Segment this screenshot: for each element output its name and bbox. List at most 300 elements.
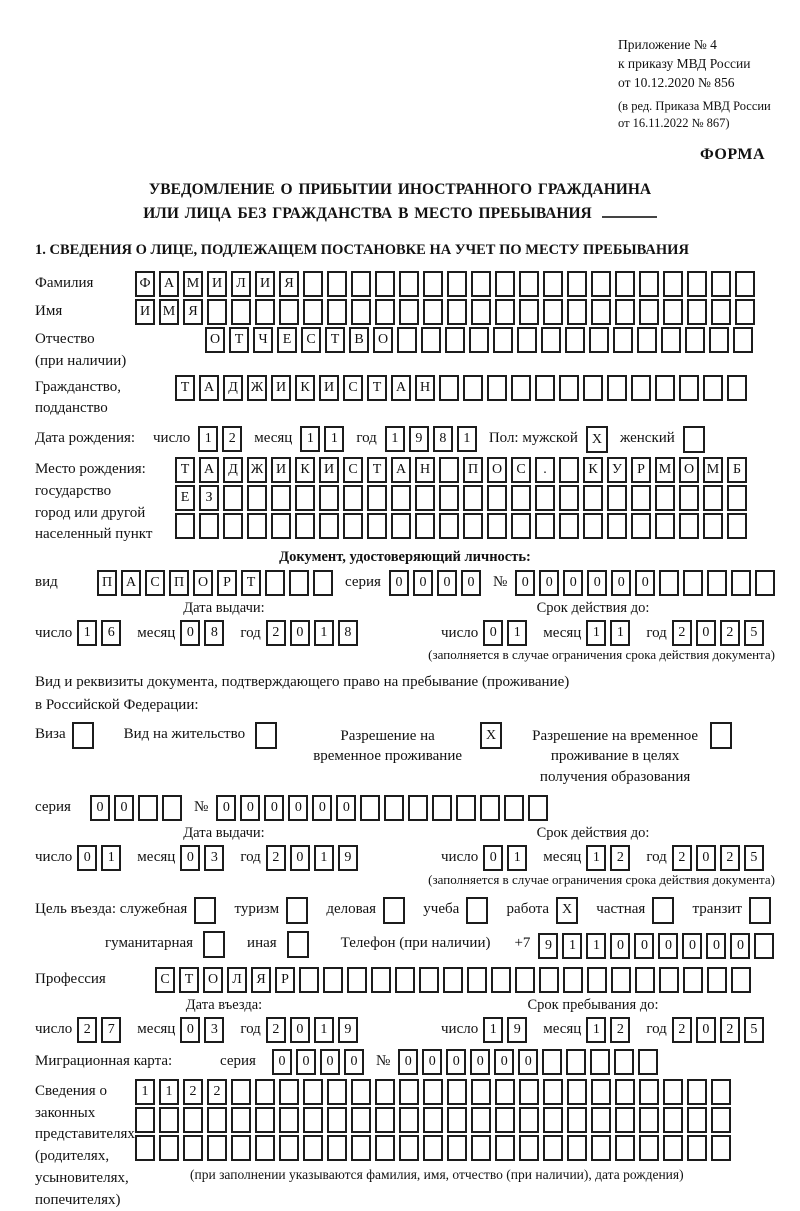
- birth-place-cell[interactable]: [343, 513, 363, 539]
- birth-year-cell[interactable]: 1: [457, 426, 477, 452]
- date-cell[interactable]: 1: [586, 1017, 606, 1043]
- representative-cell[interactable]: [591, 1107, 611, 1133]
- representative-cell[interactable]: [327, 1079, 347, 1105]
- checkbox-cell[interactable]: [72, 722, 94, 749]
- representative-cell[interactable]: [375, 1079, 395, 1105]
- representative-cell[interactable]: [327, 1135, 347, 1161]
- given-name-cell[interactable]: [255, 299, 275, 325]
- migration-number-cell[interactable]: 0: [470, 1049, 490, 1075]
- phone-cell[interactable]: 9: [538, 933, 558, 959]
- migration-series-cell[interactable]: 0: [296, 1049, 316, 1075]
- patronymic-cell[interactable]: [397, 327, 417, 353]
- representative-cell[interactable]: [591, 1135, 611, 1161]
- date-cell[interactable]: 0: [180, 1017, 200, 1043]
- representative-cell[interactable]: [471, 1107, 491, 1133]
- representative-cell[interactable]: [279, 1107, 299, 1133]
- surname-cell[interactable]: Я: [279, 271, 299, 297]
- representative-cell[interactable]: [687, 1107, 707, 1133]
- representative-cell[interactable]: [519, 1135, 539, 1161]
- patronymic-cell[interactable]: О: [205, 327, 225, 353]
- date-cell[interactable]: 1: [314, 620, 334, 646]
- birth-year-cell[interactable]: 1: [385, 426, 405, 452]
- birth-place-cell[interactable]: К: [583, 457, 603, 483]
- given-name-cell[interactable]: [495, 299, 515, 325]
- residence-number-cell[interactable]: 0: [312, 795, 332, 821]
- birth-place-cell[interactable]: [247, 485, 267, 511]
- doc-type-cell[interactable]: Р: [217, 570, 237, 596]
- date-cell[interactable]: 1: [586, 845, 606, 871]
- doc-type-cell[interactable]: [289, 570, 309, 596]
- residence-number-cell[interactable]: 0: [240, 795, 260, 821]
- migration-number-cell[interactable]: 0: [422, 1049, 442, 1075]
- representative-cell[interactable]: [207, 1135, 227, 1161]
- doc-type-cell[interactable]: А: [121, 570, 141, 596]
- representative-cell[interactable]: [519, 1107, 539, 1133]
- birth-place-cell[interactable]: [319, 485, 339, 511]
- checkbox-cell[interactable]: [466, 897, 488, 924]
- birth-place-cell[interactable]: [535, 513, 555, 539]
- date-cell[interactable]: 2: [266, 620, 286, 646]
- checkbox-cell[interactable]: [749, 897, 771, 924]
- date-cell[interactable]: 5: [744, 620, 764, 646]
- birth-place-cell[interactable]: [223, 513, 243, 539]
- profession-cell[interactable]: [683, 967, 703, 993]
- birth-place-cell[interactable]: [343, 485, 363, 511]
- residence-series-cell[interactable]: [162, 795, 182, 821]
- birth-month-cell[interactable]: 1: [300, 426, 320, 452]
- date-cell[interactable]: 0: [290, 620, 310, 646]
- patronymic-cell[interactable]: [589, 327, 609, 353]
- surname-cell[interactable]: М: [183, 271, 203, 297]
- birth-place-cell[interactable]: [607, 513, 627, 539]
- representative-cell[interactable]: [711, 1135, 731, 1161]
- birth-place-cell[interactable]: [367, 513, 387, 539]
- doc-number-cell[interactable]: [683, 570, 703, 596]
- birth-place-cell[interactable]: [679, 485, 699, 511]
- birth-place-cell[interactable]: [295, 485, 315, 511]
- patronymic-cell[interactable]: [541, 327, 561, 353]
- representative-cell[interactable]: 1: [135, 1079, 155, 1105]
- profession-cell[interactable]: [419, 967, 439, 993]
- representative-cell[interactable]: [399, 1107, 419, 1133]
- doc-type-cell[interactable]: С: [145, 570, 165, 596]
- date-cell[interactable]: 1: [610, 620, 630, 646]
- date-cell[interactable]: 0: [696, 1017, 716, 1043]
- given-name-cell[interactable]: [327, 299, 347, 325]
- birth-place-cell[interactable]: [295, 513, 315, 539]
- residence-number-cell[interactable]: [432, 795, 452, 821]
- patronymic-cell[interactable]: С: [301, 327, 321, 353]
- date-cell[interactable]: 1: [507, 845, 527, 871]
- citizenship-cell[interactable]: [655, 375, 675, 401]
- given-name-cell[interactable]: [567, 299, 587, 325]
- checkbox-cell[interactable]: [383, 897, 405, 924]
- representative-cell[interactable]: [495, 1135, 515, 1161]
- surname-cell[interactable]: И: [255, 271, 275, 297]
- given-name-cell[interactable]: [735, 299, 755, 325]
- birth-place-cell[interactable]: [487, 485, 507, 511]
- phone-cell[interactable]: 0: [634, 933, 654, 959]
- birth-place-cell[interactable]: .: [535, 457, 555, 483]
- given-name-cell[interactable]: М: [159, 299, 179, 325]
- phone-cell[interactable]: 0: [658, 933, 678, 959]
- representative-cell[interactable]: [375, 1107, 395, 1133]
- migration-number-cell[interactable]: 0: [518, 1049, 538, 1075]
- surname-cell[interactable]: [735, 271, 755, 297]
- birth-place-cell[interactable]: [535, 485, 555, 511]
- migration-series-cell[interactable]: 0: [272, 1049, 292, 1075]
- birth-place-cell[interactable]: К: [295, 457, 315, 483]
- citizenship-cell[interactable]: [679, 375, 699, 401]
- migration-number-cell[interactable]: 0: [398, 1049, 418, 1075]
- residence-number-cell[interactable]: [360, 795, 380, 821]
- date-cell[interactable]: 0: [290, 845, 310, 871]
- surname-cell[interactable]: [543, 271, 563, 297]
- phone-cell[interactable]: 0: [610, 933, 630, 959]
- doc-series-cell[interactable]: 0: [389, 570, 409, 596]
- representative-cell[interactable]: [543, 1107, 563, 1133]
- patronymic-cell[interactable]: Ч: [253, 327, 273, 353]
- surname-cell[interactable]: [711, 271, 731, 297]
- date-cell[interactable]: 0: [483, 845, 503, 871]
- representative-cell[interactable]: [639, 1135, 659, 1161]
- representative-cell[interactable]: [399, 1079, 419, 1105]
- checkbox-cell[interactable]: [683, 426, 705, 453]
- profession-cell[interactable]: [731, 967, 751, 993]
- citizenship-cell[interactable]: И: [271, 375, 291, 401]
- representative-cell[interactable]: [519, 1079, 539, 1105]
- patronymic-cell[interactable]: В: [349, 327, 369, 353]
- birth-place-cell[interactable]: Т: [367, 457, 387, 483]
- date-cell[interactable]: 3: [204, 845, 224, 871]
- date-cell[interactable]: 5: [744, 1017, 764, 1043]
- representative-cell[interactable]: [351, 1079, 371, 1105]
- given-name-cell[interactable]: [231, 299, 251, 325]
- birth-place-cell[interactable]: Д: [223, 457, 243, 483]
- given-name-cell[interactable]: [399, 299, 419, 325]
- checkbox-cell[interactable]: [652, 897, 674, 924]
- representative-cell[interactable]: [567, 1135, 587, 1161]
- profession-cell[interactable]: [395, 967, 415, 993]
- doc-number-cell[interactable]: [755, 570, 775, 596]
- representative-cell[interactable]: [303, 1079, 323, 1105]
- surname-cell[interactable]: И: [207, 271, 227, 297]
- surname-cell[interactable]: [567, 271, 587, 297]
- representative-cell[interactable]: [639, 1079, 659, 1105]
- phone-cell[interactable]: 1: [562, 933, 582, 959]
- representative-cell[interactable]: [231, 1079, 251, 1105]
- surname-cell[interactable]: [303, 271, 323, 297]
- given-name-cell[interactable]: [687, 299, 707, 325]
- birth-place-cell[interactable]: [271, 513, 291, 539]
- representative-cell[interactable]: [447, 1107, 467, 1133]
- representative-cell[interactable]: [279, 1135, 299, 1161]
- migration-number-cell[interactable]: [638, 1049, 658, 1075]
- representative-cell[interactable]: 1: [159, 1079, 179, 1105]
- birth-place-cell[interactable]: [559, 513, 579, 539]
- representative-cell[interactable]: [303, 1107, 323, 1133]
- representative-cell[interactable]: [567, 1079, 587, 1105]
- surname-cell[interactable]: [663, 271, 683, 297]
- profession-cell[interactable]: [515, 967, 535, 993]
- birth-place-cell[interactable]: [727, 485, 747, 511]
- birth-place-cell[interactable]: [631, 513, 651, 539]
- representative-cell[interactable]: [231, 1107, 251, 1133]
- birth-month-cell[interactable]: 1: [324, 426, 344, 452]
- citizenship-cell[interactable]: Ж: [247, 375, 267, 401]
- patronymic-cell[interactable]: Т: [325, 327, 345, 353]
- date-cell[interactable]: 2: [720, 1017, 740, 1043]
- representative-cell[interactable]: [447, 1079, 467, 1105]
- representative-cell[interactable]: [615, 1107, 635, 1133]
- birth-day-cell[interactable]: 2: [222, 426, 242, 452]
- citizenship-cell[interactable]: И: [319, 375, 339, 401]
- phone-cell[interactable]: 1: [586, 933, 606, 959]
- representative-cell[interactable]: [615, 1079, 635, 1105]
- patronymic-cell[interactable]: [637, 327, 657, 353]
- representative-cell[interactable]: [279, 1079, 299, 1105]
- birth-place-cell[interactable]: Р: [631, 457, 651, 483]
- birth-place-cell[interactable]: [367, 485, 387, 511]
- residence-number-cell[interactable]: 0: [216, 795, 236, 821]
- profession-cell[interactable]: [467, 967, 487, 993]
- representative-cell[interactable]: [231, 1135, 251, 1161]
- birth-place-cell[interactable]: [511, 513, 531, 539]
- doc-type-cell[interactable]: П: [97, 570, 117, 596]
- profession-cell[interactable]: [659, 967, 679, 993]
- profession-cell[interactable]: [611, 967, 631, 993]
- representative-cell[interactable]: [399, 1135, 419, 1161]
- given-name-cell[interactable]: [423, 299, 443, 325]
- date-cell[interactable]: 6: [101, 620, 121, 646]
- birth-place-cell[interactable]: [199, 513, 219, 539]
- residence-number-cell[interactable]: 0: [336, 795, 356, 821]
- doc-number-cell[interactable]: [707, 570, 727, 596]
- date-cell[interactable]: 8: [204, 620, 224, 646]
- birth-place-cell[interactable]: [223, 485, 243, 511]
- doc-type-cell[interactable]: О: [193, 570, 213, 596]
- birth-place-cell[interactable]: [319, 513, 339, 539]
- representative-cell[interactable]: [303, 1135, 323, 1161]
- profession-cell[interactable]: [347, 967, 367, 993]
- citizenship-cell[interactable]: [727, 375, 747, 401]
- citizenship-cell[interactable]: А: [199, 375, 219, 401]
- checkbox-cell[interactable]: [255, 722, 277, 749]
- date-cell[interactable]: 0: [696, 620, 716, 646]
- given-name-cell[interactable]: [207, 299, 227, 325]
- surname-cell[interactable]: [327, 271, 347, 297]
- given-name-cell[interactable]: [447, 299, 467, 325]
- surname-cell[interactable]: [423, 271, 443, 297]
- birth-place-cell[interactable]: М: [703, 457, 723, 483]
- given-name-cell[interactable]: [303, 299, 323, 325]
- birth-place-cell[interactable]: И: [319, 457, 339, 483]
- doc-number-cell[interactable]: 0: [611, 570, 631, 596]
- citizenship-cell[interactable]: [511, 375, 531, 401]
- birth-place-cell[interactable]: [175, 513, 195, 539]
- date-cell[interactable]: 2: [610, 845, 630, 871]
- date-cell[interactable]: 0: [483, 620, 503, 646]
- migration-number-cell[interactable]: [566, 1049, 586, 1075]
- birth-place-cell[interactable]: [391, 513, 411, 539]
- patronymic-cell[interactable]: [445, 327, 465, 353]
- citizenship-cell[interactable]: [535, 375, 555, 401]
- profession-cell[interactable]: [707, 967, 727, 993]
- birth-place-cell[interactable]: Н: [415, 457, 435, 483]
- representative-cell[interactable]: [639, 1107, 659, 1133]
- representative-cell[interactable]: [255, 1107, 275, 1133]
- checkbox-cell[interactable]: [287, 931, 309, 958]
- birth-place-cell[interactable]: Ж: [247, 457, 267, 483]
- representative-cell[interactable]: [135, 1107, 155, 1133]
- birth-place-cell[interactable]: [583, 485, 603, 511]
- date-cell[interactable]: 1: [507, 620, 527, 646]
- birth-place-cell[interactable]: [727, 513, 747, 539]
- date-cell[interactable]: 1: [77, 620, 97, 646]
- doc-type-cell[interactable]: П: [169, 570, 189, 596]
- representative-cell[interactable]: [471, 1079, 491, 1105]
- birth-place-cell[interactable]: [439, 513, 459, 539]
- residence-series-cell[interactable]: [138, 795, 158, 821]
- residence-series-cell[interactable]: 0: [114, 795, 134, 821]
- date-cell[interactable]: 1: [314, 1017, 334, 1043]
- phone-cell[interactable]: 0: [706, 933, 726, 959]
- date-cell[interactable]: 2: [672, 1017, 692, 1043]
- given-name-cell[interactable]: [471, 299, 491, 325]
- doc-type-cell[interactable]: [313, 570, 333, 596]
- surname-cell[interactable]: [399, 271, 419, 297]
- citizenship-cell[interactable]: [607, 375, 627, 401]
- representative-cell[interactable]: [375, 1135, 395, 1161]
- given-name-cell[interactable]: Я: [183, 299, 203, 325]
- migration-series-cell[interactable]: 0: [344, 1049, 364, 1075]
- citizenship-cell[interactable]: [583, 375, 603, 401]
- profession-cell[interactable]: Л: [227, 967, 247, 993]
- birth-place-cell[interactable]: А: [391, 457, 411, 483]
- date-cell[interactable]: 9: [507, 1017, 527, 1043]
- surname-cell[interactable]: [615, 271, 635, 297]
- citizenship-cell[interactable]: Д: [223, 375, 243, 401]
- birth-place-cell[interactable]: [631, 485, 651, 511]
- representative-cell[interactable]: [663, 1107, 683, 1133]
- birth-place-cell[interactable]: [415, 485, 435, 511]
- birth-place-cell[interactable]: [247, 513, 267, 539]
- citizenship-cell[interactable]: [631, 375, 651, 401]
- date-cell[interactable]: 2: [672, 845, 692, 871]
- birth-place-cell[interactable]: С: [511, 457, 531, 483]
- migration-number-cell[interactable]: [614, 1049, 634, 1075]
- patronymic-cell[interactable]: [517, 327, 537, 353]
- representative-cell[interactable]: [543, 1079, 563, 1105]
- given-name-cell[interactable]: [279, 299, 299, 325]
- migration-number-cell[interactable]: [542, 1049, 562, 1075]
- given-name-cell[interactable]: [351, 299, 371, 325]
- birth-place-cell[interactable]: У: [607, 457, 627, 483]
- surname-cell[interactable]: Л: [231, 271, 251, 297]
- representative-cell[interactable]: [327, 1107, 347, 1133]
- profession-cell[interactable]: [299, 967, 319, 993]
- citizenship-cell[interactable]: К: [295, 375, 315, 401]
- surname-cell[interactable]: [687, 271, 707, 297]
- birth-place-cell[interactable]: [463, 485, 483, 511]
- migration-number-cell[interactable]: 0: [446, 1049, 466, 1075]
- representative-cell[interactable]: [711, 1079, 731, 1105]
- birth-place-cell[interactable]: С: [343, 457, 363, 483]
- patronymic-cell[interactable]: [493, 327, 513, 353]
- date-cell[interactable]: 1: [483, 1017, 503, 1043]
- residence-series-cell[interactable]: 0: [90, 795, 110, 821]
- doc-type-cell[interactable]: Т: [241, 570, 261, 596]
- doc-number-cell[interactable]: 0: [587, 570, 607, 596]
- phone-cell[interactable]: 0: [730, 933, 750, 959]
- representative-cell[interactable]: 2: [183, 1079, 203, 1105]
- surname-cell[interactable]: Ф: [135, 271, 155, 297]
- checkbox-cell[interactable]: [203, 931, 225, 958]
- residence-number-cell[interactable]: [528, 795, 548, 821]
- profession-cell[interactable]: Я: [251, 967, 271, 993]
- representative-cell[interactable]: [135, 1135, 155, 1161]
- given-name-cell[interactable]: [375, 299, 395, 325]
- profession-cell[interactable]: Р: [275, 967, 295, 993]
- birth-place-cell[interactable]: [391, 485, 411, 511]
- date-cell[interactable]: 1: [586, 620, 606, 646]
- date-cell[interactable]: 2: [720, 620, 740, 646]
- representative-cell[interactable]: [663, 1135, 683, 1161]
- birth-place-cell[interactable]: О: [487, 457, 507, 483]
- date-cell[interactable]: 0: [180, 845, 200, 871]
- representative-cell[interactable]: [471, 1135, 491, 1161]
- representative-cell[interactable]: [255, 1079, 275, 1105]
- birth-place-cell[interactable]: А: [199, 457, 219, 483]
- date-cell[interactable]: 9: [338, 1017, 358, 1043]
- representative-cell[interactable]: [663, 1079, 683, 1105]
- profession-cell[interactable]: [443, 967, 463, 993]
- representative-cell[interactable]: [183, 1135, 203, 1161]
- citizenship-cell[interactable]: С: [343, 375, 363, 401]
- surname-cell[interactable]: [471, 271, 491, 297]
- birth-place-cell[interactable]: [559, 457, 579, 483]
- citizenship-cell[interactable]: Н: [415, 375, 435, 401]
- date-cell[interactable]: 1: [314, 845, 334, 871]
- residence-number-cell[interactable]: [408, 795, 428, 821]
- profession-cell[interactable]: [323, 967, 343, 993]
- birth-year-cell[interactable]: 8: [433, 426, 453, 452]
- citizenship-cell[interactable]: А: [391, 375, 411, 401]
- citizenship-cell[interactable]: [439, 375, 459, 401]
- profession-cell[interactable]: [491, 967, 511, 993]
- profession-cell[interactable]: О: [203, 967, 223, 993]
- date-cell[interactable]: 2: [720, 845, 740, 871]
- birth-place-cell[interactable]: [679, 513, 699, 539]
- citizenship-cell[interactable]: [463, 375, 483, 401]
- representative-cell[interactable]: [183, 1107, 203, 1133]
- migration-number-cell[interactable]: 0: [494, 1049, 514, 1075]
- birth-place-cell[interactable]: Т: [175, 457, 195, 483]
- representative-cell[interactable]: [423, 1107, 443, 1133]
- representative-cell[interactable]: [255, 1135, 275, 1161]
- patronymic-cell[interactable]: [565, 327, 585, 353]
- profession-cell[interactable]: [587, 967, 607, 993]
- given-name-cell[interactable]: [519, 299, 539, 325]
- doc-series-cell[interactable]: 0: [461, 570, 481, 596]
- residence-number-cell[interactable]: [456, 795, 476, 821]
- given-name-cell[interactable]: [591, 299, 611, 325]
- profession-cell[interactable]: [563, 967, 583, 993]
- migration-number-cell[interactable]: [590, 1049, 610, 1075]
- patronymic-cell[interactable]: Т: [229, 327, 249, 353]
- representative-cell[interactable]: [687, 1079, 707, 1105]
- surname-cell[interactable]: [375, 271, 395, 297]
